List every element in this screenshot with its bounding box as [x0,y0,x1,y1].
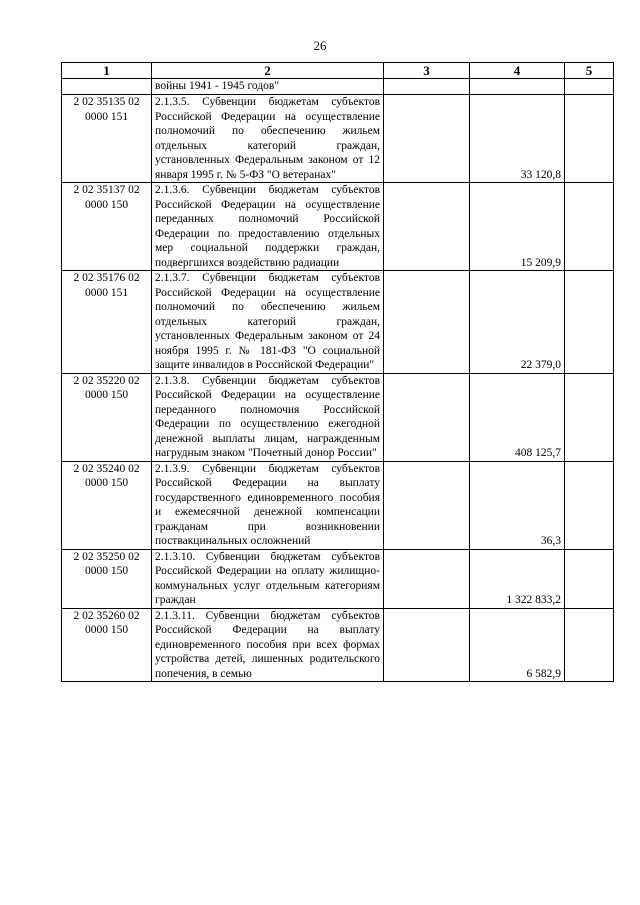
row-amount: 408 125,7 [470,373,565,461]
continuation-row [62,79,614,95]
row-description: 2.1.3.8. Субвенции бюджетам субъектов Российской Федерации на осуществление переданного полномочия Российской Федерации по осуществлению ежегодной денежной выплаты лицам, награжденным нагрудным знаком "Почетный донор России" [152,373,384,461]
cell-empty [384,79,470,95]
cell-empty [384,461,470,549]
code-line: 2 02 35220 02 [73,374,140,387]
table-row [62,549,614,608]
budget-code [62,608,152,682]
code-line: 0000 150 [84,565,129,577]
code-line: 0000 150 [84,389,129,401]
page-number: 26 [313,38,327,53]
cell-empty [384,183,470,271]
code-line: 0000 150 [84,477,129,489]
cell-empty [384,549,470,608]
code-line: 2 02 35176 02 [73,272,140,284]
row-amount: 33 120,8 [470,95,565,183]
column-header: 5 [565,63,614,79]
cell-empty [470,79,565,95]
cell-empty [565,549,614,608]
code-line: 2 02 35250 02 [73,550,140,563]
cell-empty [565,271,614,374]
column-header: 1 [62,63,152,79]
continuation-text: войны 1941 - 1945 годов" [152,79,384,95]
row-amount: 22 379,0 [470,271,565,374]
code-line: 2 02 35240 02 [73,462,140,475]
row-amount: 1 322 833,2 [470,549,565,608]
cell-empty [565,183,614,271]
table-header-row [62,63,614,79]
cell-empty [565,373,614,461]
budget-code [62,461,152,549]
row-description: 2.1.3.7. Субвенции бюджетам субъектов Российской Федерации на осуществление полномочий по обеспечению жильем отдельных категорий граждан, установленных Федеральным законом от 24 ноября 1995 г. № 181-ФЗ "О социальной защите инвалидов в Российской Федерации" [152,271,384,374]
cell-empty [384,271,470,374]
code-line: 2 02 35260 02 [73,609,140,622]
row-amount: 36,3 [470,461,565,549]
row-amount: 6 582,9 [470,608,565,682]
cell-empty [384,95,470,183]
budget-code [62,183,152,271]
code-line: 0000 150 [84,624,129,636]
cell-empty [384,608,470,682]
table-row [62,271,614,374]
row-description: 2.1.3.11. Субвенции бюджетам субъектов Российской Федерации на выплату единовременного пособия при всех формах устройства детей, лишенных родительского попечения, в семью [152,608,384,682]
column-header: 4 [470,63,565,79]
row-description: 2.1.3.9. Субвенции бюджетам субъектов Российской Федерации на выплату государственного единовременного пособия и ежемесячной денежной компенсации гражданам при возникновении поствакцинальных осложнений [152,461,384,549]
cell-empty [384,373,470,461]
cell-empty [565,95,614,183]
row-description: 2.1.3.6. Субвенции бюджетам субъектов Российской Федерации на осуществление переданных полномочий Российской Федерации по предоставлению отдельных мер социальной поддержки граждан, подвергшихся воздействию радиации [152,183,384,271]
row-description: 2.1.3.10. Субвенции бюджетам субъектов Российской Федерации на оплату жилищно-коммунальных услуг отдельным категориям граждан [152,549,384,608]
row-amount: 15 209,9 [470,183,565,271]
budget-code [62,95,152,183]
column-header: 3 [384,63,470,79]
code-line: 2 02 35135 02 [73,96,140,108]
table-row [62,608,614,682]
code-line: 2 02 35137 02 [73,184,140,196]
budget-table [61,62,614,682]
table-row [62,373,614,461]
table-row [62,183,614,271]
cell-empty [62,79,152,95]
budget-code [62,549,152,608]
budget-code [62,373,152,461]
cell-empty [565,79,614,95]
code-line: 0000 150 [84,198,129,211]
column-header: 2 [152,63,384,79]
budget-code [62,271,152,374]
cell-empty [565,461,614,549]
table-row [62,95,614,183]
table-row [62,461,614,549]
cell-empty [565,608,614,682]
code-line: 0000 151 [84,286,129,299]
row-description: 2.1.3.5. Субвенции бюджетам субъектов Российской Федерации на осуществление полномочий по обеспечению жильем отдельных категорий граждан, установленных Федеральным законом от 12 января 1995 г. № 5-ФЗ "О ветеранах" [152,95,384,183]
code-line: 0000 151 [84,110,129,123]
